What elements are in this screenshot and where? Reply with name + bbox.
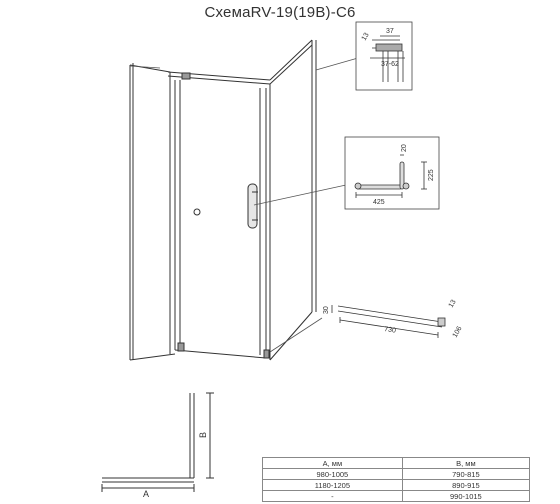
dim-bar-30: 30 bbox=[323, 306, 330, 314]
table-row bbox=[263, 491, 530, 502]
dim-handle-225: 225 bbox=[428, 169, 435, 181]
dim-handle-425: 425 bbox=[373, 199, 385, 206]
table-header-row bbox=[263, 458, 530, 469]
diagram-title: СхемаRV-19(19B)-C6 bbox=[204, 4, 356, 21]
table-cell: 790-815 bbox=[402, 469, 529, 480]
top-rail bbox=[168, 72, 270, 84]
dim-top-37-62: 37-62 bbox=[381, 61, 399, 68]
table-cell: 1180-1205 bbox=[263, 480, 403, 491]
table-header-a: A, мм bbox=[263, 458, 403, 469]
dim-bar-13: 13 bbox=[447, 298, 458, 309]
table-cell: 990-1015 bbox=[402, 491, 529, 502]
detail-handle bbox=[345, 137, 439, 209]
detail-bar bbox=[323, 299, 464, 339]
table-cell: 980-1005 bbox=[263, 469, 403, 480]
dim-handle-20: 20 bbox=[401, 144, 408, 152]
table-row bbox=[263, 469, 530, 480]
dim-bar-730: 730 bbox=[383, 326, 397, 335]
door-handle bbox=[248, 184, 258, 228]
dimension-table bbox=[262, 457, 530, 502]
dim-top-37: 37 bbox=[386, 28, 394, 35]
plan-view bbox=[102, 393, 214, 499]
dim-bar-106: 106 bbox=[451, 325, 464, 339]
left-fixed-panel bbox=[130, 63, 175, 360]
detail-top-profile bbox=[356, 22, 412, 90]
table-row bbox=[263, 480, 530, 491]
table-header-b: B, мм bbox=[402, 458, 529, 469]
dim-top-13: 13 bbox=[360, 31, 371, 42]
dim-label-b: B bbox=[198, 431, 208, 438]
dim-label-a: A bbox=[143, 489, 150, 499]
table-cell: 890-915 bbox=[402, 480, 529, 491]
table-cell: - bbox=[263, 491, 403, 502]
